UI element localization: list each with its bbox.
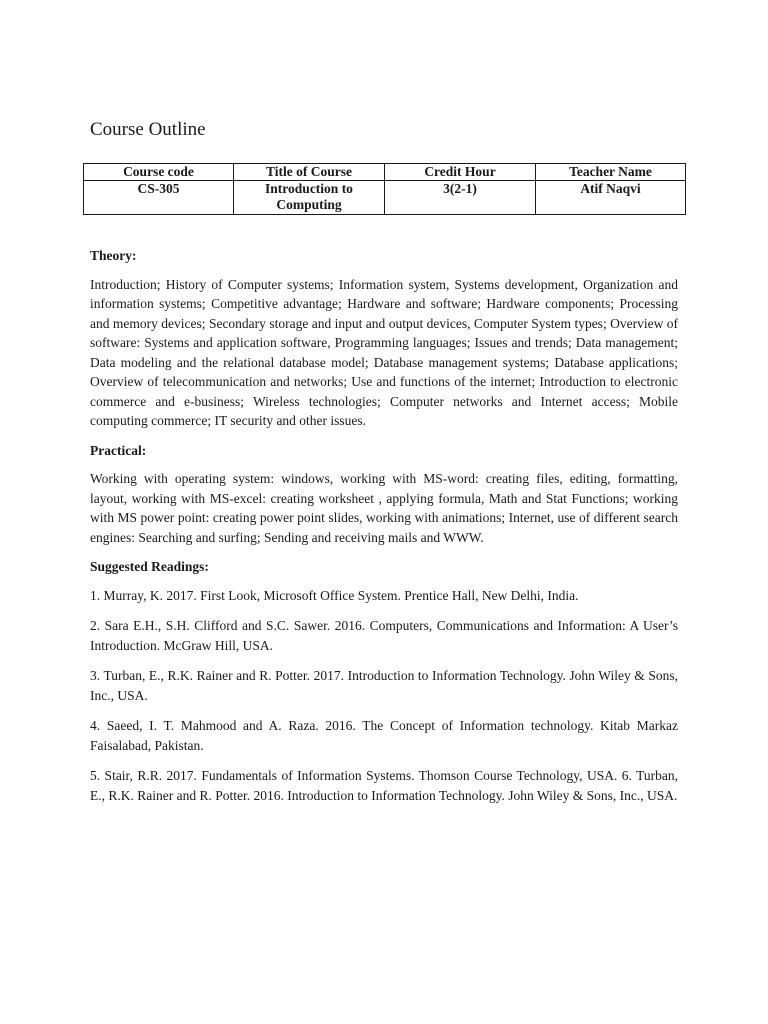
table-header-row: [84, 164, 686, 181]
course-info-table: [83, 163, 686, 215]
header-teacher-name: Teacher Name: [536, 164, 686, 181]
header-credit-hour: Credit Hour: [385, 164, 536, 181]
practical-heading: Practical:: [90, 442, 147, 458]
cell-teacher-name: Atif Naqvi: [536, 181, 686, 215]
reading-item: 2. Sara E.H., S.H. Clifford and S.C. Sawer. 2016. Computers, Communications and Information: A User’s Introduction. McGraw Hill, USA.: [90, 618, 678, 653]
practical-text: Working with operating system: windows, working with MS-word: creating files, editing, formatting, layout, working with MS-excel: creating worksheet , applying formula, Math and Stat Functions; working with MS power point: creating power point slides, working with animations; Internet, use of different search engines: Searching and surfing; Sending and receiving mails and WWW.: [90, 471, 678, 545]
reading-item: 3. Turban, E., R.K. Rainer and R. Potter. 2017. Introduction to Information Technology. John Wiley & Sons, Inc., USA.: [90, 668, 678, 703]
cell-course-code: CS-305: [84, 181, 234, 215]
theory-heading: Theory:: [90, 248, 137, 263]
course-content: [90, 246, 678, 816]
cell-credit-hour: 3(2-1): [385, 181, 536, 215]
page-title: Course Outline: [90, 119, 206, 140]
reading-item: 4. Saeed, I. T. Mahmood and A. Raza. 2016. The Concept of Information technology. Kitab Markaz Faisalabad, Pakistan.: [90, 718, 678, 753]
theory-text: Introduction; History of Computer systems; Information system, Systems development, Organization and information systems; Competitive advantage; Hardware and software; Hardware components; Processing and memory devices; Secondary storage and input and output devices, Computer System types; Overview of software: Systems and application software, Programming languages; Issues and trends; Data management; Data modeling and the relational database model; Database management systems; Database applications; Overview of telecommunication and networks; Use and functions of the internet; Introduction to electronic commerce and e-business; Wireless technologies; Computer networks and Internet access; Mobile computing commerce; IT security and other issues.: [90, 276, 678, 428]
reading-item: 5. Stair, R.R. 2017. Fundamentals of Information Systems. Thomson Course Technology, USA. 6. Turban, E., R.K. Rainer and R. Potter. 2016. Introduction to Information Technology. John Wiley & Sons, Inc., USA.: [90, 768, 678, 803]
suggested-readings-heading: Suggested Readings:: [90, 559, 209, 574]
header-title-of-course: Title of Course: [234, 164, 385, 181]
table-row: [84, 181, 686, 215]
header-course-code: Course code: [84, 164, 234, 181]
cell-title-of-course: Introduction to Computing: [234, 181, 385, 215]
reading-item: 1. Murray, K. 2017. First Look, Microsoft Office System. Prentice Hall, New Delhi, India.: [90, 587, 579, 603]
